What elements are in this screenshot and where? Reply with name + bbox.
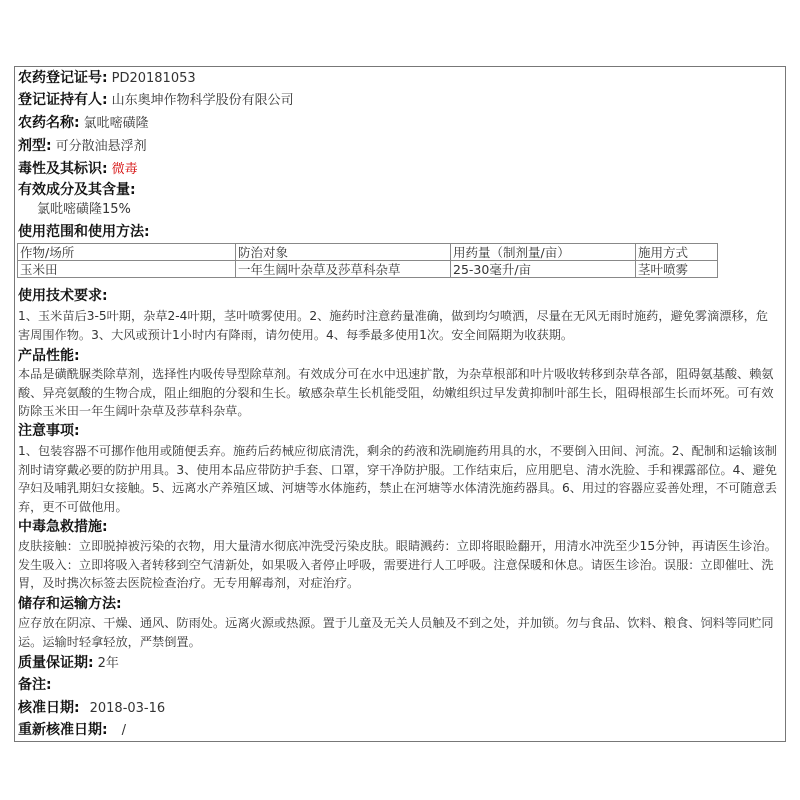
reapprove-row bbox=[18, 722, 782, 739]
cell-crop: 玉米田 bbox=[18, 261, 236, 278]
header-method: 施用方式 bbox=[636, 244, 718, 261]
tech-heading bbox=[18, 288, 782, 305]
reg-no-label: 农药登记证号: bbox=[18, 70, 108, 86]
header-dosage: 用药量（制剂量/亩） bbox=[451, 244, 636, 261]
notes-text: 1、包装容器不可挪作他用或随便丢弃。施药后药械应彻底清洗，剩余的药液和洗刷施药用具的水，不要倒入田间、河流。2、配制和运输该制剂时请穿戴必要的防护用具。3、使用本品应带防护手套、口罩，穿干净防护服。工作结束后，应用肥皂、清水洗脸、手和裸露部位。4、避免孕妇及哺乳期妇女接触。5、远离水产养殖区域、河塘等水体施药，禁止在河塘等水体清洗施药器具。6、用过的容器应妥善处理，不可随意丢弃，更不可做他用。 bbox=[18, 444, 777, 514]
storage-label: 储存和运输方法: bbox=[18, 596, 122, 612]
form-row bbox=[18, 138, 782, 155]
storage-text: 应存放在阴凉、干燥、通风、防雨处。远离火源或热源。置于儿童及无关人员触及不到之处，并加锁。勿与食品、饮料、粮食、饲料等同贮同运。运输时轻拿轻放，严禁倒置。 bbox=[18, 616, 774, 649]
approve-value: 2018-03-16 bbox=[89, 701, 166, 716]
toxicity-row bbox=[18, 161, 782, 178]
storage-heading bbox=[18, 596, 782, 613]
form-value: 可分散油悬浮剂 bbox=[55, 139, 147, 154]
reapprove-label: 重新核准日期: bbox=[18, 722, 108, 738]
usage-table bbox=[17, 243, 718, 278]
holder-row bbox=[18, 92, 782, 109]
remark-row bbox=[18, 677, 782, 694]
name-label: 农药名称: bbox=[18, 115, 80, 131]
perf-label: 产品性能: bbox=[18, 348, 80, 364]
holder-label: 登记证持有人: bbox=[18, 92, 108, 108]
form-label: 剂型: bbox=[18, 138, 52, 154]
remark-label: 备注: bbox=[18, 677, 52, 693]
reg-no-row bbox=[18, 70, 782, 87]
first-aid-heading bbox=[18, 519, 782, 536]
toxicity-label: 毒性及其标识: bbox=[18, 161, 108, 177]
cell-dosage: 25-30毫升/亩 bbox=[451, 261, 636, 278]
tech-text: 1、玉米苗后3-5叶期，杂草2-4叶期，茎叶喷雾使用。2、施药时注意药量准确，做到均匀喷洒，尽量在无风无雨时施药，避免雾滴漂移，危害周围作物。3、大风或预计1小时内有降雨，请勿使用。4、每季最多使用1次。安全间隔期为收获期。 bbox=[18, 309, 769, 342]
reapprove-value: / bbox=[121, 723, 126, 738]
approve-row bbox=[18, 700, 782, 717]
cell-target: 一年生阔叶杂草及莎草科杂草 bbox=[236, 261, 451, 278]
warranty-row bbox=[18, 655, 782, 672]
ingredient-row bbox=[18, 182, 782, 199]
first-aid-label: 中毒急救措施: bbox=[18, 519, 108, 535]
header-target: 防治对象 bbox=[236, 244, 451, 261]
cell-method: 茎叶喷雾 bbox=[636, 261, 718, 278]
reg-no-value: PD20181053 bbox=[111, 71, 196, 86]
ingredient-label: 有效成分及其含量: bbox=[18, 182, 136, 198]
perf-text: 本品是磺酰脲类除草剂，选择性内吸传导型除草剂。有效成分可在水中迅速扩散，为杂草根部和叶片吸收转移到杂草各部，阻碍氨基酸、赖氨酸、异亮氨酸的生物合成，阻止细胞的分裂和生长。敏感杂草生长机能受阻，幼嫩组织过早发黄抑制叶部生长，阻碍根部生长而坏死。可有效防除玉米田一年生阔叶杂草及莎草科杂草。 bbox=[18, 367, 774, 418]
header-crop: 作物/场所 bbox=[18, 244, 236, 261]
pesticide-registration-document bbox=[14, 66, 786, 742]
tech-label: 使用技术要求: bbox=[18, 288, 108, 304]
ingredient-value-row bbox=[33, 202, 782, 218]
name-row bbox=[18, 115, 782, 132]
usage-label: 使用范围和使用方法: bbox=[18, 224, 150, 240]
table-row bbox=[18, 261, 718, 278]
usage-row bbox=[18, 224, 782, 241]
notes-label: 注意事项: bbox=[18, 423, 80, 439]
holder-value: 山东奥坤作物科学股份有限公司 bbox=[111, 93, 294, 108]
first-aid-text: 皮肤接触：立即脱掉被污染的衣物，用大量清水彻底冲洗受污染皮肤。眼睛溅药：立即将眼睑翻开，用清水冲洗至少15分钟，再请医生诊治。发生吸入：立即将吸入者转移到空气清新处，如果吸入者停止呼吸，需要进行人工呼吸。注意保暖和休息。请医生诊治。误服：立即催吐、洗胃，及时携次标签去医院检查治疗。无专用解毒剂，对症治疗。 bbox=[18, 539, 777, 590]
warranty-value: 2年 bbox=[97, 656, 119, 671]
warranty-label: 质量保证期: bbox=[18, 655, 94, 671]
perf-heading bbox=[18, 348, 782, 365]
ingredient-value: 氯吡嘧磺隆15% bbox=[37, 202, 131, 217]
approve-label: 核准日期: bbox=[18, 700, 80, 716]
toxicity-value: 微毒 bbox=[111, 162, 138, 177]
usage-table-header bbox=[18, 244, 718, 261]
notes-heading bbox=[18, 423, 782, 440]
name-value: 氯吡嘧磺隆 bbox=[83, 116, 149, 131]
